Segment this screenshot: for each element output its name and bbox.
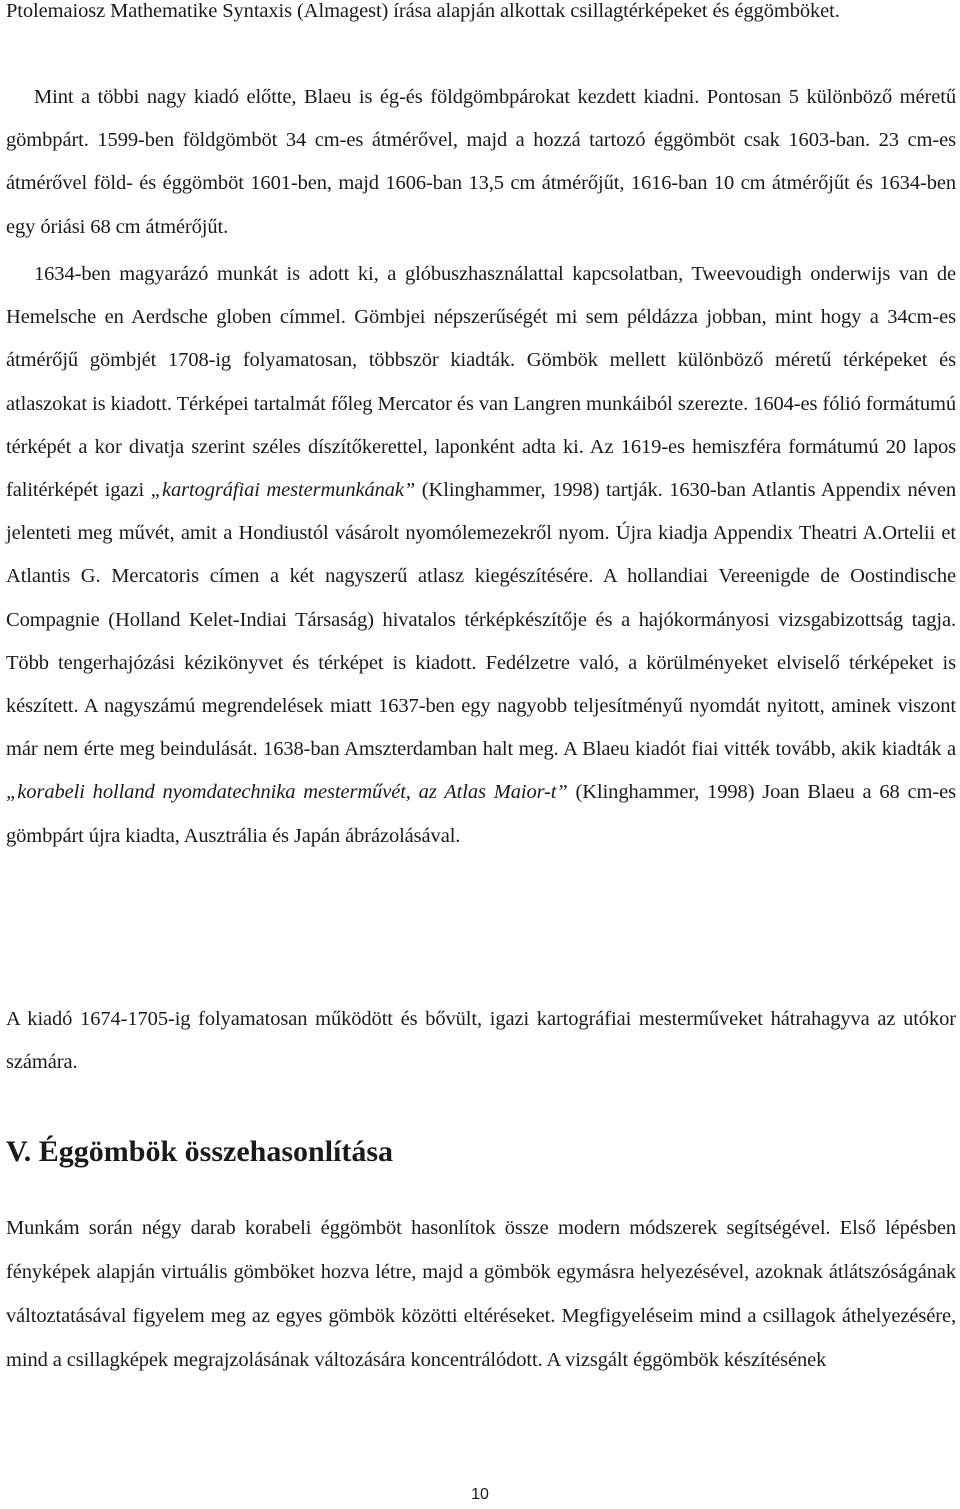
paragraph-text: A kiadó 1674-1705-ig folyamatosan működött és bővült, igazi kartográfiai mesterműveket hátrahagyva az utókor számára. (6, 1008, 956, 1074)
page-number: 10 (471, 1486, 489, 1503)
quote-italic: „kartográfiai mestermunkának” (150, 479, 416, 502)
paragraph-section-intro (6, 1206, 956, 1382)
paragraph-text: 1634-ben magyarázó munkát is adott ki, a glóbuszhasználattal kapcsolatban, Tweevoudigh onderwijs van de Hemelsche en Aerdsche globen címmel. Gömbjei népszerűségét mi sem példázza jobban, mint hogy a 34cm-es átmérőjű gömbjét 1708-ig folyamatosan, többször kiadták. Gömbök mellett különböző méretű térképeket és atlaszokat is kiadott. Térképei tartalmát főleg Mercator és van Langren munkáiból szerezte. 1604-es fólió formátumú térképét a kor divatja szerint széles díszítőkerettel, laponként adta ki. Az 1619-es hemiszféra formátumú 20 lapos falitérképét igazi (6, 263, 956, 502)
paragraph-text: Ptolemaiosz Mathematike Syntaxis (Almagest) írása alapján alkottak csillagtérképeket és éggömböket. (6, 0, 840, 22)
paragraph-globe-pairs (6, 76, 956, 249)
paragraph-intro (6, 0, 956, 33)
paragraph-text: Mint a többi nagy kiadó előtte, Blaeu is ég-és földgömbpárokat kezdett kiadni. Pontosan 5 különböző méretű gömbpárt. 1599-ben földgömböt 34 cm-es átmérővel, majd a hozzá tartozó éggömböt csak 1603-ban. 23 cm-es átmérővel föld- és éggömböt 1601-ben, majd 1606-ban 13,5 cm átmérőjűt, 1616-ban 10 cm átmérőjűt és 1634-ben egy óriási 68 cm átmérőjűt. (6, 86, 956, 238)
paragraph-blaeu-history (6, 253, 956, 858)
paragraph-text: (Klinghammer, 1998) tartják. 1630-ban Atlantis Appendix néven jelenteti meg művét, amit a Hondiustól vásárolt nyomólemezekről nyom. Újra kiadja Appendix Theatri A.Ortelii et Atlantis G. Mercatoris címen a két nagyszerű atlasz kiegészítésére. A hollandiai Vereenigde de Oostindische Compagnie (Holland Kelet-Indiai Társaság) hivatalos térképkészítője és a hajókormányosi vizsgabizottság tagja. Több tengerhajózási kézikönyvet és térképet is kiadott. Fedélzetre való, a körülményeket elviselő térképeket is készített. A nagyszámú megrendelések miatt 1637-ben egy nagyobb teljesítményű nyomdát nyitott, aminek viszont már nem érte meg beindulását. 1638-ban Amszterdamban halt meg. A Blaeu kiadót fiai vitték tovább, akik kiadták a (6, 479, 956, 761)
quote-italic: „korabeli holland nyomdatechnika mesterművét, az Atlas Maior-t” (6, 781, 568, 804)
paragraph-publisher-legacy (6, 998, 956, 1084)
section-heading: V. Éggömbök összehasonlítása (6, 1135, 394, 1168)
paragraph-text: Munkám során négy darab korabeli éggömböt hasonlítok össze modern módszerek segítségével. Első lépésben fényképek alapján virtuális gömböket hozva létre, majd a gömbök egymásra helyezésével, azoknak átlátszóságának változtatásával figyelem meg az egyes gömbök közötti eltéréseket. Megfigyeléseim mind a csillagok áthelyezésére, mind a csillagképek megrajzolásának változására koncentrálódott. A vizsgált éggömbök készítésének (6, 1217, 956, 1372)
paragraph-text: (Klinghammer, 1998) Joan Blaeu a 68 cm-es gömbpárt újra kiadta, Ausztrália és Japán ábrázolásával. (6, 781, 957, 847)
